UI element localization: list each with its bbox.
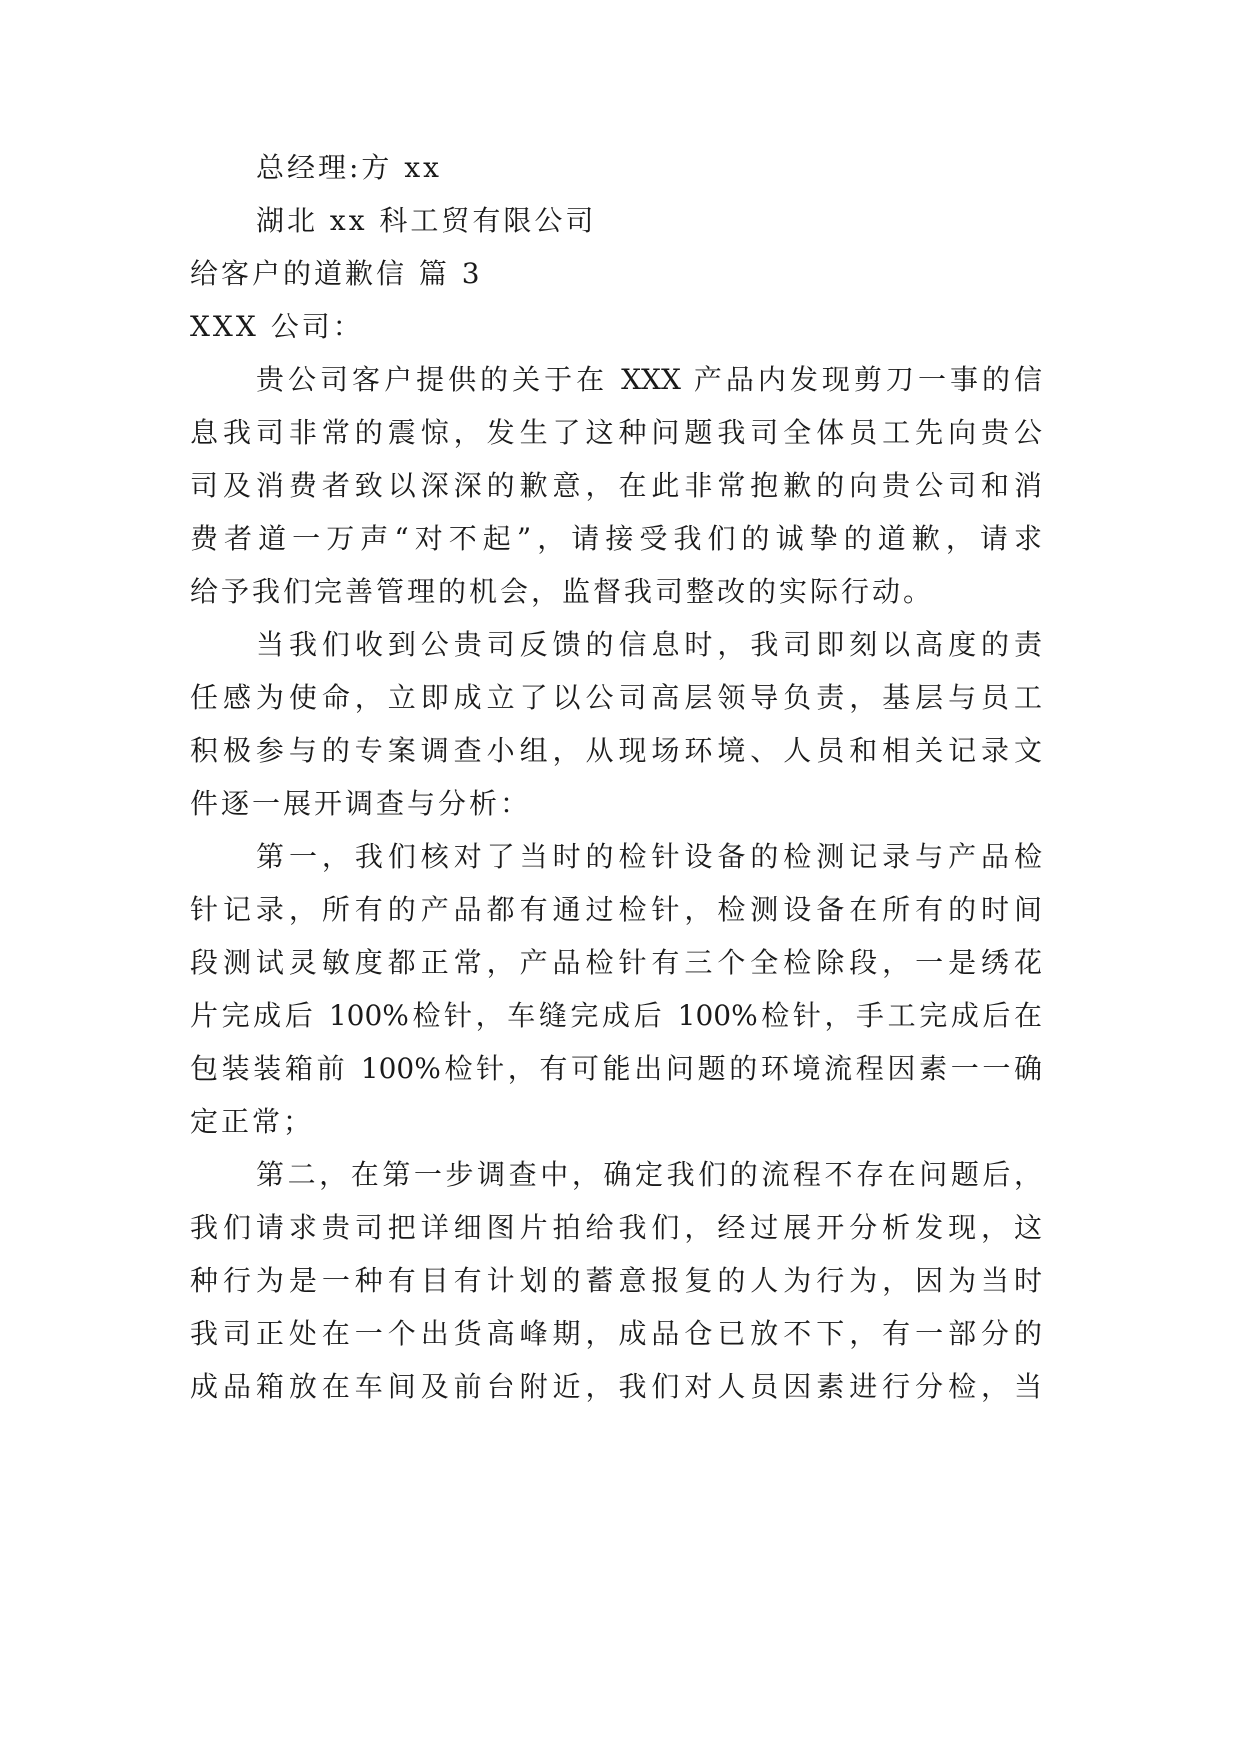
paragraph-2-line-4: 件逐一展开调查与分析： [190, 787, 532, 820]
paragraph-4-line-2: 我们请求贵司把详细图片拍给我们，经过展开分析发现，这 [190, 1211, 1042, 1244]
paragraph-4-line-5: 成品箱放在车间及前台附近，我们对人员因素进行分检，当 [190, 1370, 1042, 1403]
paragraph-4-line-3: 种行为是一种有目有计划的蓄意报复的人为行为，因为当时 [190, 1264, 1042, 1297]
paragraph-1-line-1: 贵公司客户提供的关于在 XXX 产品内发现剪刀一事的信 [256, 363, 1042, 396]
paragraph-4-line-1: 第二，在第一步调查中，确定我们的流程不存在问题后， [256, 1158, 1042, 1191]
paragraph-4-line-4: 我司正处在一个出货高峰期，成品仓已放不下，有一部分的 [190, 1317, 1042, 1350]
paragraph-3-line-1: 第一，我们核对了当时的检针设备的检测记录与产品检 [256, 840, 1042, 873]
paragraph-2-line-2: 任感为使命，立即成立了以公司高层领导负责，基层与员工 [190, 681, 1042, 714]
paragraph-3-line-4: 片完成后 100%检针，车缝完成后 100%检针，手工完成后在 [190, 999, 1042, 1032]
paragraph-3-line-2: 针记录，所有的产品都有通过检针，检测设备在所有的时间 [190, 893, 1042, 926]
paragraph-1-line-3: 司及消费者致以深深的歉意，在此非常抱歉的向贵公司和消 [190, 469, 1042, 502]
paragraph-1-line-5: 给予我们完善管理的机会，监督我司整改的实际行动。 [190, 575, 935, 608]
paragraph-3-line-3: 段测试灵敏度都正常，产品检针有三个全检除段，一是绣花 [190, 946, 1042, 979]
paragraph-1-line-4: 费者道一万声“对不起”，请接受我们的诚挚的道歉，请求 [190, 522, 1042, 555]
section-title: 给客户的道歉信 篇 3 [190, 257, 483, 290]
paragraph-3-line-5: 包装装箱前 100%检针，有可能出问题的环境流程因素一一确 [190, 1052, 1042, 1085]
letter-salutation: XXX 公司： [190, 310, 364, 343]
paragraph-3-line-6: 定正常； [190, 1105, 315, 1138]
closing-signer: 总经理:方 xx [256, 151, 442, 184]
closing-company: 湖北 xx 科工贸有限公司 [256, 204, 597, 237]
paragraph-2-line-1: 当我们收到公贵司反馈的信息时，我司即刻以高度的责 [256, 628, 1042, 661]
paragraph-1-line-2: 息我司非常的震惊，发生了这种问题我司全体员工先向贵公 [190, 416, 1042, 449]
paragraph-2-line-3: 积极参与的专案调查小组，从现场环境、人员和相关记录文 [190, 734, 1042, 767]
